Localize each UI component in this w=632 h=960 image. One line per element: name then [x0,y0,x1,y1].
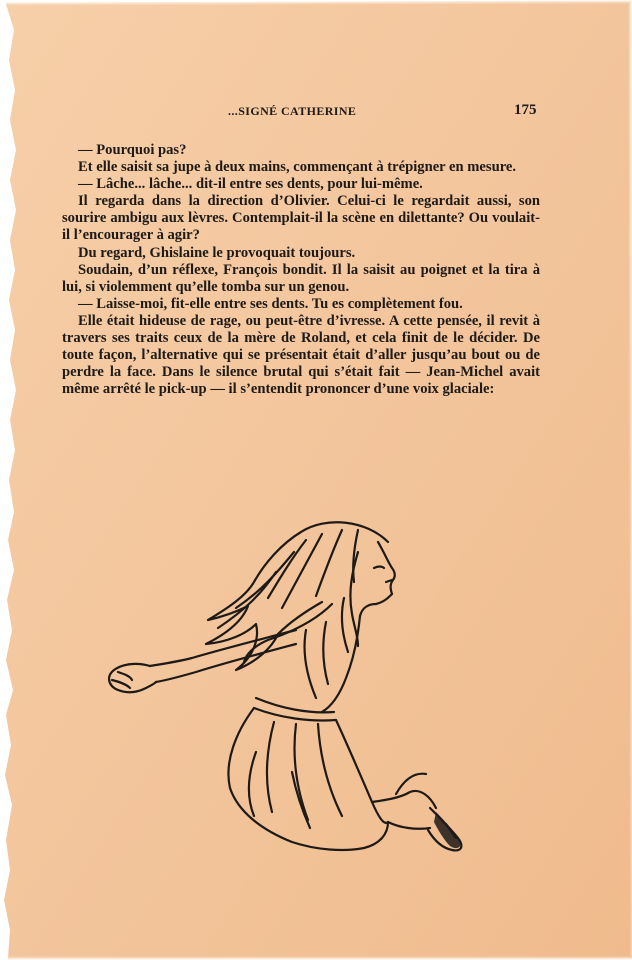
paragraph: Elle était hideuse de rage, ou peut-être d’ivresse. A cette pensée, il revit à travers ses traits ceux de la mère de Roland, et cela finit de le décider. De toute façon, l’alternative qui se présentait était d’aller jusqu’au bout ou de perdre la face. Dans le silence brutal qui s’était fait — Jean-Michel avait même arrêté le pick-up — il s’entendit prononcer d’une voix glaciale: [62,312,540,398]
paragraph: Soudain, d’un réflexe, François bondit. Il la saisit au poignet et la tira à lui, si violemment qu’elle tomba sur un genou. [62,261,540,295]
girl-running-illustration [96,512,476,857]
hair-outline [206,522,388,670]
paragraph: — Laisse-moi, fit-elle entre ses dents. Tu es complètement fou. [78,295,463,312]
skirt [228,708,388,850]
running-title: ...SIGNÉ CATHERINE [228,104,357,118]
page-number: 175 [514,102,537,118]
fist [109,664,156,692]
paragraph: Il regarda dans la direction d’Olivier. Celui-ci le regardait aussi, son sourire ambigu aux lèvres. Contemplait-il la scène en dilettante? Ou voulait-il l’encourager à agir? [62,193,540,244]
legs [372,791,436,808]
waist [256,698,334,712]
face-profile [360,542,395,616]
body-text [62,142,540,398]
paragraph: — Pourquoi pas? [78,142,187,158]
paragraph: Et elle saisit sa jupe à deux mains, commençant à trépigner en mesure. [78,159,517,176]
paragraph: — Lâche... lâche... dit-il entre ses dents, pour lui-même. [78,176,423,193]
paragraph: Du regard, Ghislaine le provoquait toujours. [78,244,356,261]
